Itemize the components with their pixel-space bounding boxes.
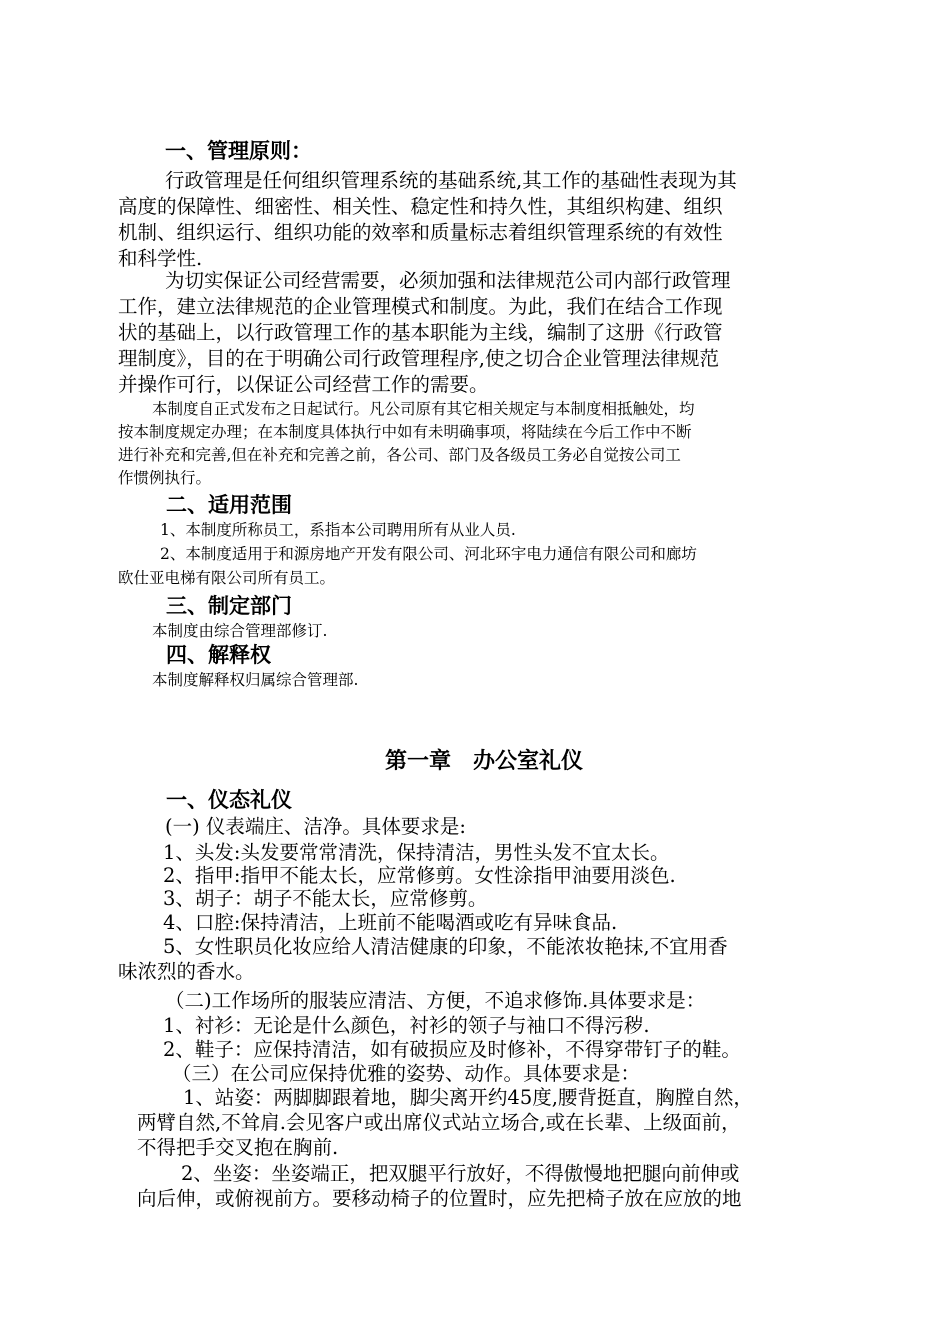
heading-principles: 一、管理原则： — [165, 139, 312, 163]
etiquette-line: 4、口腔:保持清洁，上班前不能喝酒或吃有异味食品. — [163, 911, 618, 934]
heading-interpretation: 四、解释权 — [166, 643, 271, 667]
paragraph-line: 和科学性. — [118, 247, 203, 270]
chapter-title: 第一章 办公室礼仪 — [385, 749, 584, 774]
paragraph-line: 进行补充和完善,但在补充和完善之前，各公司、部门及各级员工务必自觉按公司工 — [118, 446, 681, 464]
paragraph-line: 行政管理是任何组织管理系统的基础系统,其工作的基础性表现为其 — [165, 169, 737, 192]
paragraph-line: 并操作可行，以保证公司经营工作的需要。 — [118, 373, 489, 396]
paragraph-line: 本制度自正式发布之日起试行。凡公司原有其它相关规定与本制度相抵触处，均 — [152, 400, 695, 418]
paragraph-line: 机制、组织运行、组织功能的效率和质量标志着组织管理系统的有效性 — [118, 221, 723, 244]
etiquette-line: 3、胡子：胡子不能太长，应常修剪。 — [163, 887, 488, 910]
dept-text: 本制度由综合管理部修订. — [152, 622, 328, 640]
paragraph-line: 状的基础上，以行政管理工作的基本职能为主线，编制了这册《行政管 — [118, 321, 723, 344]
etiquette-line: 味浓烈的香水。 — [118, 960, 255, 983]
etiquette-line: 2、坐姿：坐姿端正，把双腿平行放好，不得傲慢地把腿向前伸或 — [181, 1162, 740, 1185]
scope-item: 1、本制度所称员工，系指本公司聘用所有从业人员. — [160, 521, 516, 539]
etiquette-line: 不得把手交叉抱在胸前. — [137, 1136, 339, 1159]
etiquette-line: 1、衬衫：无论是什么颜色，衬衫的领子与袖口不得污秽. — [163, 1014, 650, 1037]
etiquette-line: 1、头发:头发要常常清洗，保持清洁，男性头发不宜太长。 — [163, 841, 670, 864]
heading-etiquette: 一、仪态礼仪 — [166, 788, 292, 812]
paragraph-line: 为切实保证公司经营需要，必须加强和法律规范公司内部行政管理 — [165, 269, 731, 292]
scope-item: 欧仕亚电梯有限公司所有员工。 — [118, 569, 336, 587]
etiquette-line: 5、女性职员化妆应给人清洁健康的印象，不能浓妆艳抹,不宜用香 — [163, 935, 728, 958]
etiquette-line: （二)工作场所的服装应清洁、方便，不追求修饰.具体要求是： — [165, 989, 706, 1012]
etiquette-line: 2、指甲:指甲不能太长，应常修剪。女性涂指甲油要用淡色. — [163, 864, 676, 887]
paragraph-line: 作惯例执行。 — [118, 469, 212, 487]
scope-item: 2、本制度适用于和源房地产开发有限公司、河北环宇电力通信有限公司和廊坊 — [160, 545, 697, 563]
paragraph-line: 工作，建立法律规范的企业管理模式和制度。为此，我们在结合工作现 — [118, 295, 723, 318]
etiquette-line: (一) 仪表端庄、洁净。具体要求是: — [165, 815, 466, 838]
paragraph-line: 按本制度规定办理；在本制度具体执行中如有未明确事项，将陆续在今后工作中不断 — [118, 423, 692, 441]
paragraph-line: 理制度》，目的在于明确公司行政管理程序,使之切合企业管理法律规范 — [118, 347, 719, 370]
etiquette-line: 两臂自然,不耸肩.会见客户或出席仪式站立场合,或在长辈、上级面前， — [137, 1111, 741, 1134]
etiquette-line: （三）在公司应保持优雅的姿势、动作。具体要求是： — [172, 1062, 641, 1085]
etiquette-line: 2、鞋子：应保持清洁，如有破损应及时修补，不得穿带钉子的鞋。 — [163, 1038, 741, 1061]
heading-scope: 二、适用范围 — [166, 493, 292, 517]
etiquette-line: 1、站姿：两脚脚跟着地，脚尖离开约45度,腰背挺直，胸膛自然， — [183, 1086, 753, 1109]
etiquette-line: 向后伸，或俯视前方。要移动椅子的位置时，应先把椅子放在应放的地 — [137, 1187, 742, 1210]
interpretation-text: 本制度解释权归属综合管理部. — [152, 671, 359, 689]
heading-dept: 三、制定部门 — [166, 594, 292, 618]
paragraph-line: 高度的保障性、细密性、相关性、稳定性和持久性，其组织构建、组织 — [118, 195, 723, 218]
